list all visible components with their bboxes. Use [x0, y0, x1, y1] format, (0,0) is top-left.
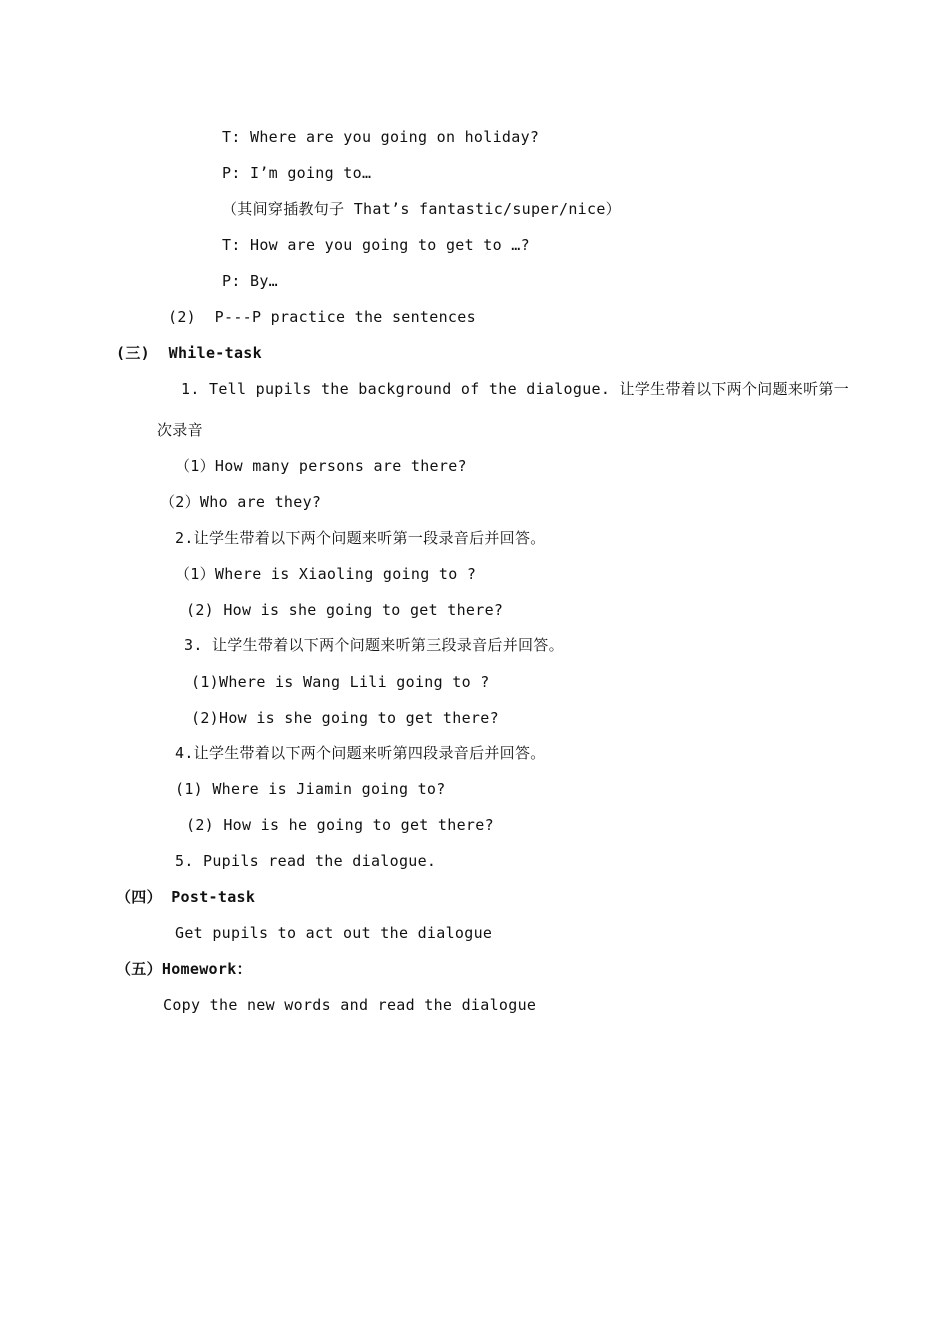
section-heading-while-task: (三) While-task: [116, 344, 262, 362]
homework-text: Copy the new words and read the dialogue: [163, 996, 537, 1014]
question-item: (2)How is she going to get there?: [191, 709, 499, 727]
question-item: (1)Where is Wang Lili going to ?: [191, 673, 490, 691]
dialogue-line-pupil-answer-2: P: By…: [222, 272, 278, 290]
question-item: （2）Who are they?: [160, 493, 322, 511]
practice-step: (2) P---P practice the sentences: [168, 308, 476, 326]
dialogue-line-teacher-question-2: T: How are you going to get to …?: [222, 236, 530, 254]
list-item: 1. Tell pupils the background of the dialogue. 让学生带着以下两个问题来听第一: [181, 380, 850, 398]
list-item-continuation: 次录音: [157, 421, 203, 439]
dialogue-note: （其间穿插教句子 That’s fantastic/super/nice）: [222, 200, 621, 218]
post-task-text: Get pupils to act out the dialogue: [175, 924, 493, 942]
list-item: 3. 让学生带着以下两个问题来听第三段录音后并回答。: [184, 636, 564, 654]
question-item: （1）Where is Xiaoling going to ?: [175, 565, 477, 583]
list-item: 5. Pupils read the dialogue.: [175, 852, 437, 870]
section-heading-post-task: （四） Post-task: [116, 888, 256, 906]
question-item: （1）How many persons are there?: [175, 457, 467, 475]
dialogue-line-teacher-question: T: Where are you going on holiday?: [222, 128, 540, 146]
dialogue-line-pupil-answer: P: I’m going to…: [222, 164, 372, 182]
question-item: (2) How is she going to get there?: [186, 601, 504, 619]
question-item: (1) Where is Jiamin going to?: [175, 780, 446, 798]
question-item: (2) How is he going to get there?: [186, 816, 494, 834]
list-item: 4.让学生带着以下两个问题来听第四段录音后并回答。: [175, 744, 546, 762]
list-item: 2.让学生带着以下两个问题来听第一段录音后并回答。: [175, 529, 546, 547]
section-heading-homework: （五）Homework：: [116, 960, 252, 978]
